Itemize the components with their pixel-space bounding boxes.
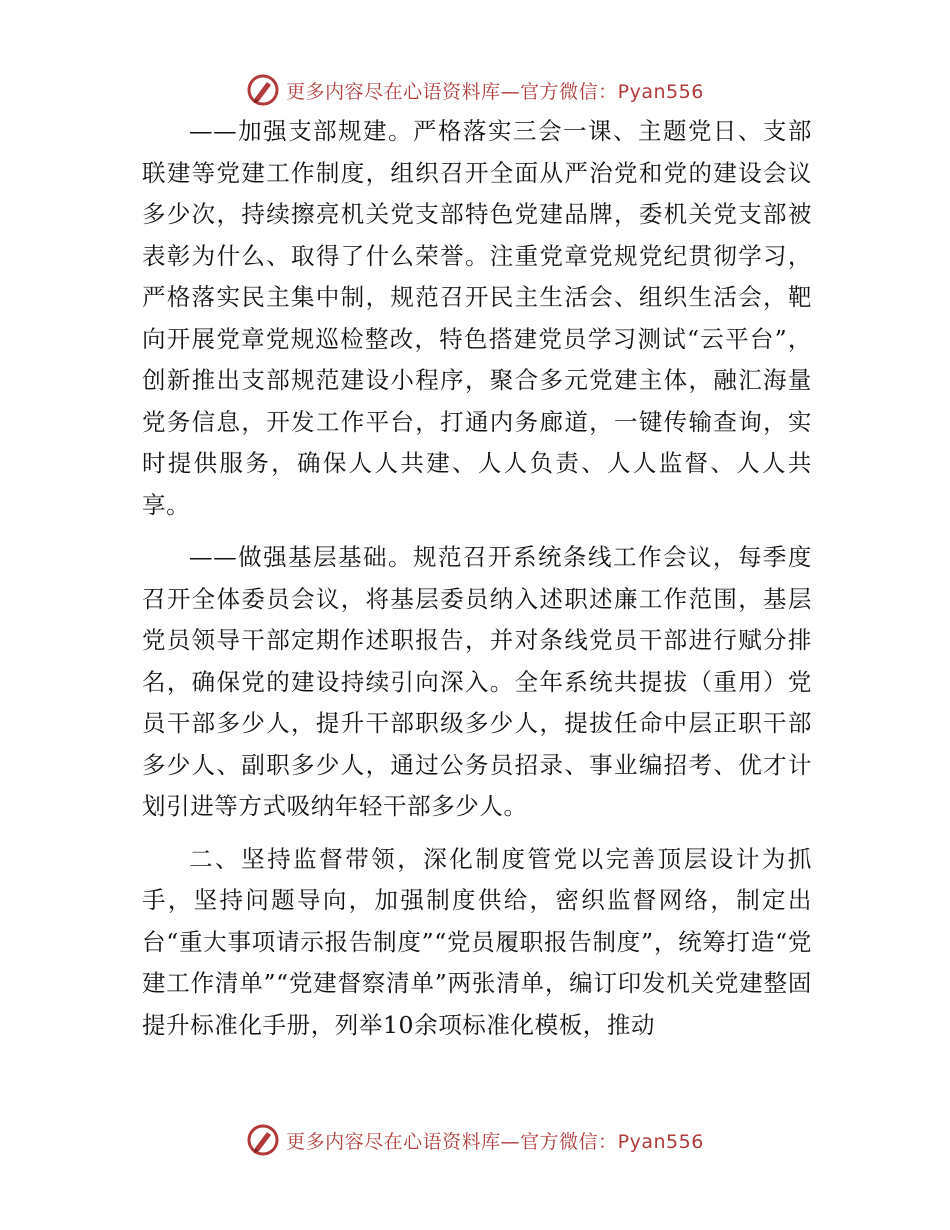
- header-watermark: [0, 70, 950, 110]
- footer-watermark: [0, 1120, 950, 1160]
- paragraph-branch-rules: ——加强支部规建。严格落实三会一课、主题党日、支部联建等党建工作制度，组织召开全面从严治党和党的建设会议多少次，持续擦亮机关党支部特色党建品牌，委机关党支部被表彰为什么、取得了什么荣誉。注重党章党规党纪贯彻学习，严格落实民主集中制，规范召开民主生活会、组织生活会，靶向开展党章党规巡检整改，特色搭建党员学习测试“云平台”，创新推出支部规范建设小程序，聚合多元党建主体，融汇海量党务信息，开发工作平台，打通内务廊道，一键传输查询，实时提供服务，确保人人共建、人人负责、人人监督、人人共享。: [142, 117, 812, 519]
- pen-circle-logo-icon: [246, 73, 280, 107]
- watermark-text: 更多内容尽在心语资料库—官方微信：Pyan556: [286, 1130, 704, 1153]
- document-body: [142, 111, 812, 1046]
- watermark-text: 更多内容尽在心语资料库—官方微信：Pyan556: [286, 80, 704, 103]
- paragraph-supervision: 二、坚持监督带领，深化制度管党以完善顶层设计为抓手，坚持问题导向，加强制度供给，密织监督网络，制定出台“重大事项请示报告制度”“党员履职报告制度”，统筹打造“党建工作清单”“党建督察清单”两张清单，编订印发机关党建整固提升标准化手册，列举10余项标准化模板，推动: [142, 844, 812, 1039]
- pen-circle-logo-icon: [246, 1123, 280, 1157]
- paragraph-grassroots: ——做强基层基础。规范召开系统条线工作会议，每季度召开全体委员会议，将基层委员纳入述职述廉工作范围，基层党员领导干部定期作述职报告，并对条线党员干部进行赋分排名，确保党的建设持续引向深入。全年系统共提拔（重用）党员干部多少人，提升干部职级多少人，提拔任命中层正职干部多少人、副职多少人，通过公务员招录、事业编招考、优才计划引进等方式吸纳年轻干部多少人。: [142, 543, 812, 820]
